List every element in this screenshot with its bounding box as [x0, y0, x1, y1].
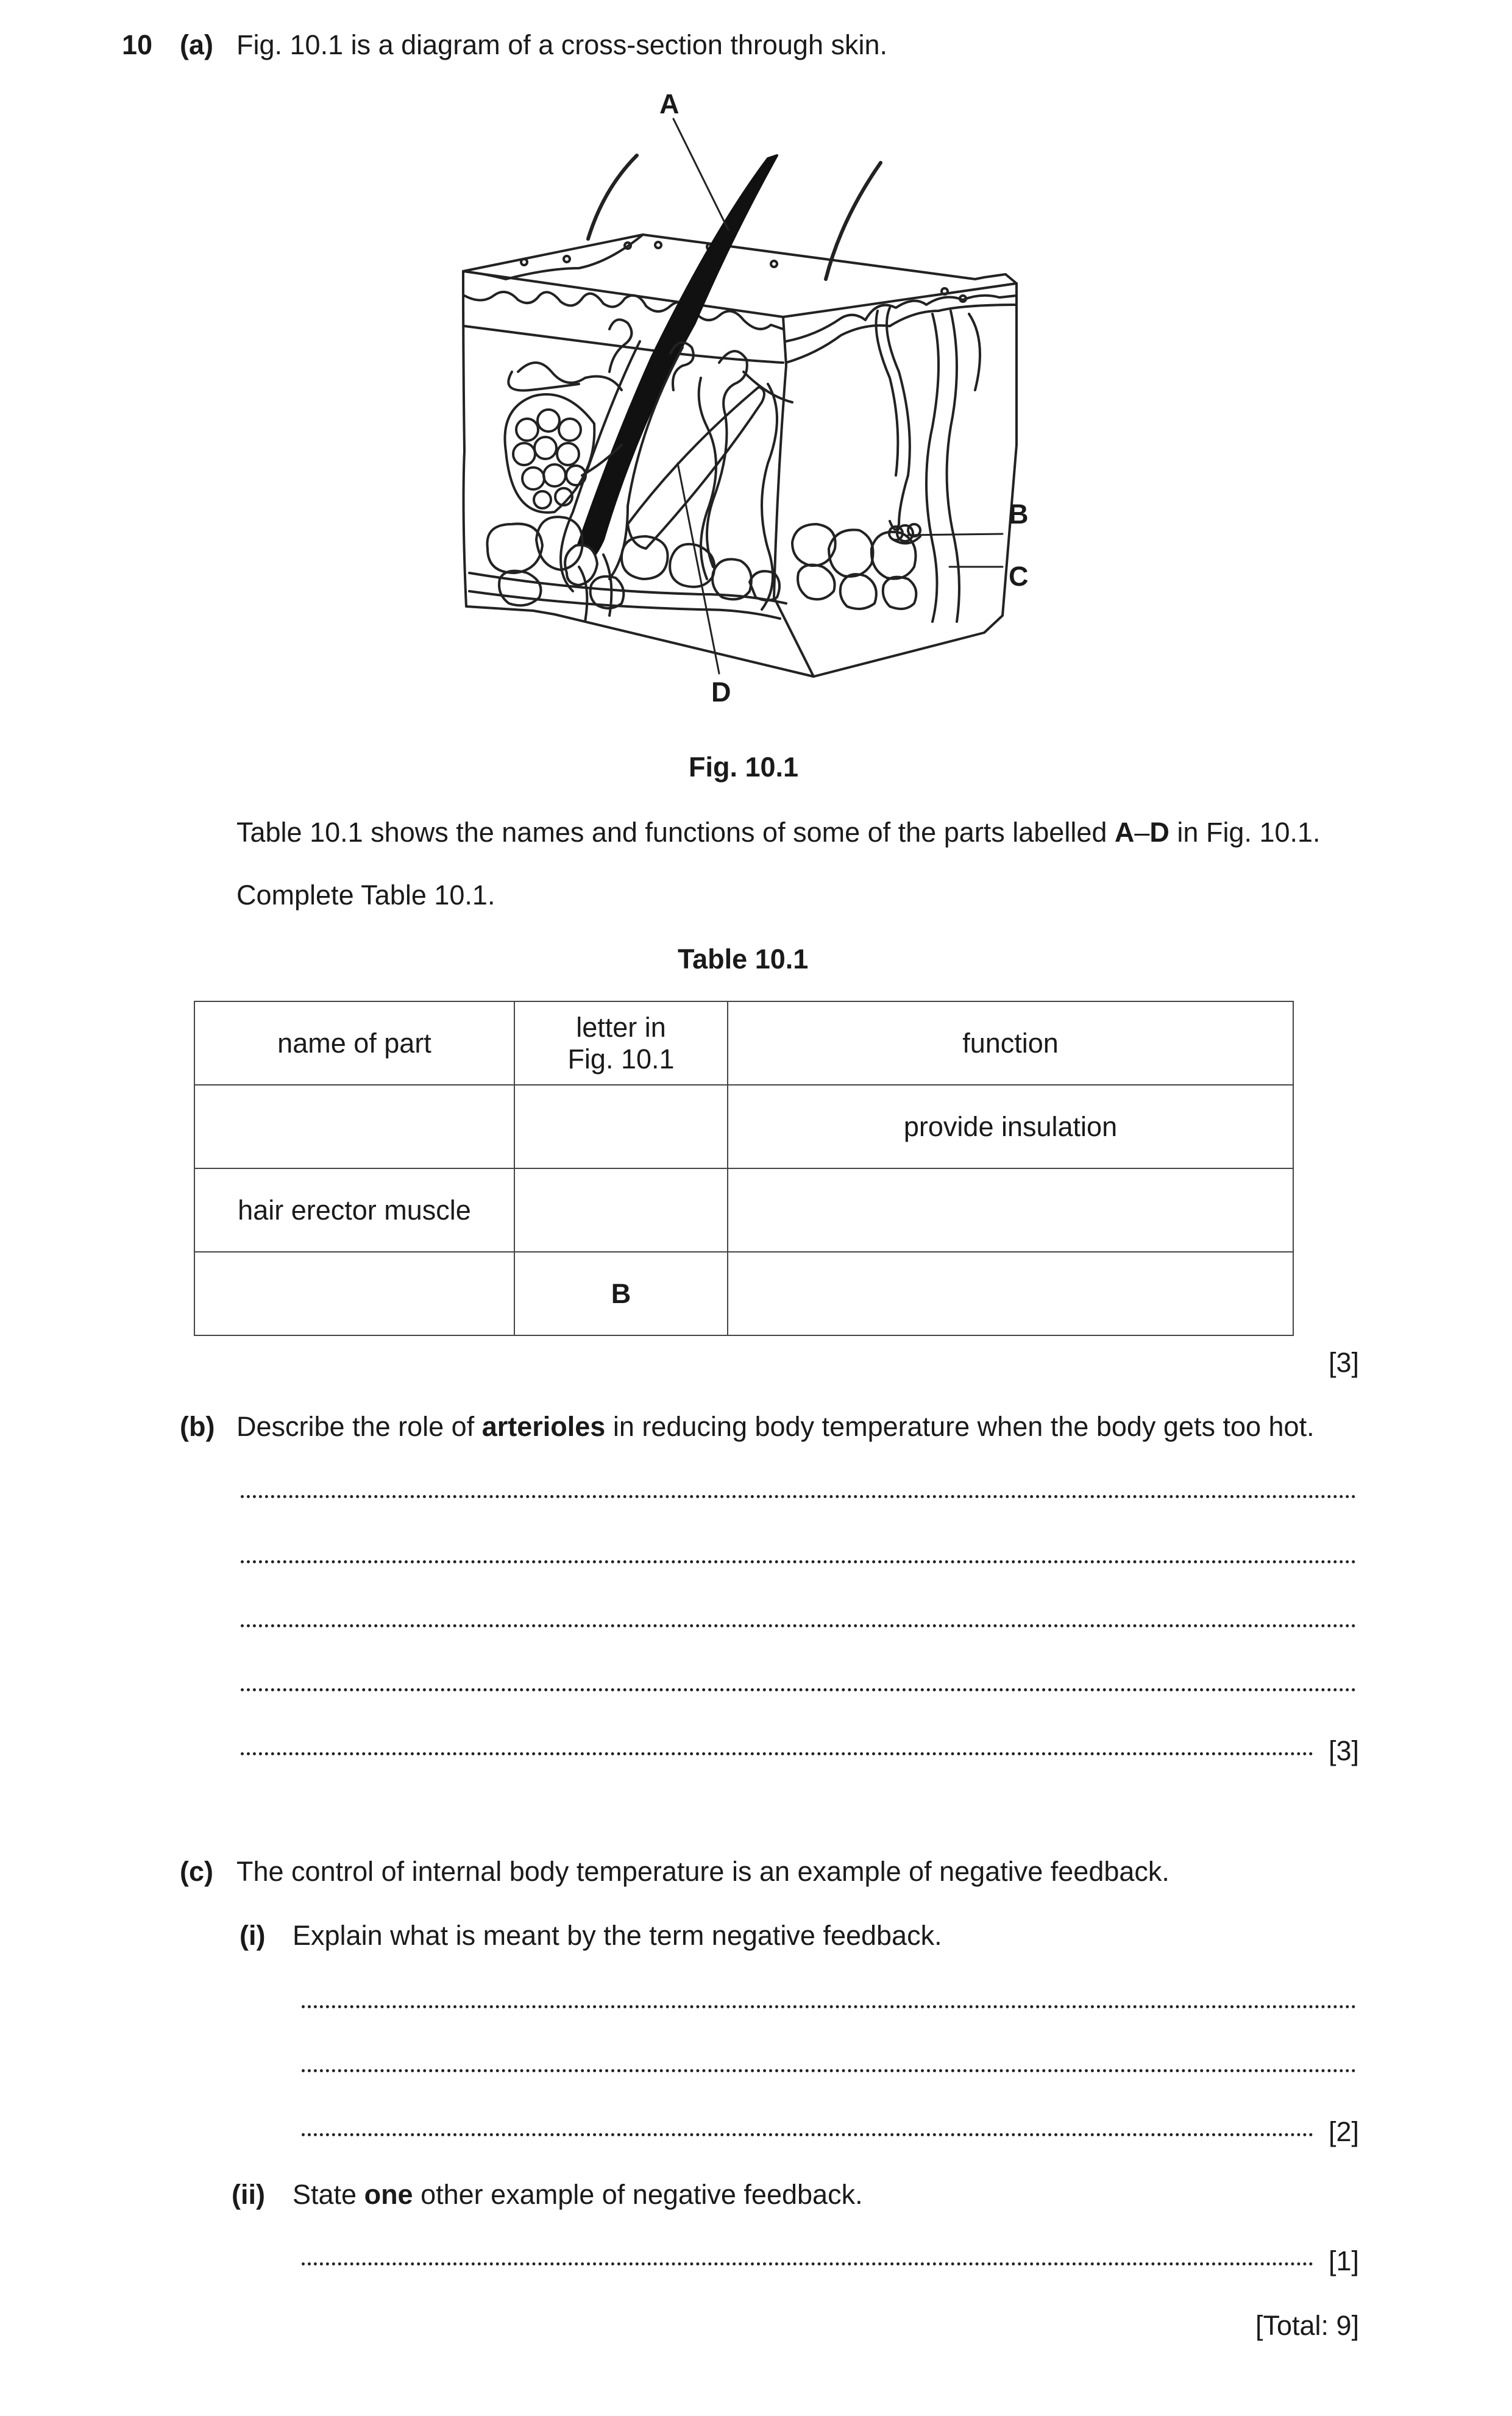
skin-cross-section-diagram	[427, 85, 1067, 719]
label-b-pointer	[908, 534, 1003, 535]
part-b-label: (b)	[180, 1411, 215, 1442]
figure-label-c: C	[1009, 561, 1029, 592]
table-cell-letter: B	[514, 1252, 728, 1335]
part-c-label: (c)	[180, 1856, 213, 1887]
part-c-i-label: (i)	[240, 1920, 266, 1951]
part-b-marks: [3]	[1329, 1735, 1360, 1766]
part-c-i-question: Explain what is meant by the term negative feedback.	[293, 1920, 942, 1951]
part-a-intro: Fig. 10.1 is a diagram of a cross-section through skin.	[236, 29, 888, 60]
figure-label-d: D	[711, 677, 731, 708]
answer-cell-function[interactable]	[728, 1168, 1293, 1252]
answer-line-b5[interactable]	[241, 1752, 1313, 1755]
answer-line-ci1[interactable]	[302, 2005, 1356, 2008]
answer-cell-name[interactable]	[194, 1252, 514, 1335]
part-a-marks: [3]	[1329, 1347, 1360, 1378]
table-row	[194, 1252, 1293, 1335]
part-c-ii-label: (ii)	[232, 2179, 265, 2210]
table-row	[194, 1085, 1293, 1168]
part-a-label: (a)	[180, 29, 213, 60]
table-title: Table 10.1	[678, 943, 809, 975]
answer-line-b2[interactable]	[241, 1560, 1356, 1563]
answer-line-b4[interactable]	[241, 1688, 1356, 1691]
figure-label-b: B	[1009, 499, 1029, 530]
table-row	[194, 1168, 1293, 1252]
answer-cell-letter[interactable]	[514, 1168, 728, 1252]
header-name-of-part: name of part	[194, 1001, 514, 1085]
table-instruction: Complete Table 10.1.	[236, 879, 495, 911]
part-c-ii-marks: [1]	[1329, 2245, 1360, 2276]
answer-cell-letter[interactable]	[514, 1085, 728, 1168]
header-function: function	[728, 1001, 1293, 1085]
total-marks: [Total: 9]	[1255, 2310, 1360, 2341]
answer-cell-name[interactable]	[194, 1085, 514, 1168]
answer-cell-function[interactable]	[728, 1252, 1293, 1335]
answer-line-ci2[interactable]	[302, 2069, 1356, 2072]
label-a-pointer	[673, 119, 728, 230]
answer-line-ci3[interactable]	[302, 2133, 1313, 2136]
figure-label-a: A	[659, 88, 680, 119]
table-cell-name: hair erector muscle	[194, 1168, 514, 1252]
part-c-i-marks: [2]	[1329, 2116, 1360, 2147]
header-letter: letter in Fig. 10.1	[514, 1001, 728, 1085]
question-number: 10	[122, 29, 153, 60]
table-intro: Table 10.1 shows the names and functions of some of the parts labelled A–D in Fig. 10.1.	[236, 817, 1321, 848]
part-c-ii-question: State one other example of negative feedback.	[293, 2179, 863, 2210]
parts-table	[194, 1001, 1294, 1336]
table-header-row	[194, 1001, 1293, 1085]
part-b-question: Describe the role of arterioles in reducing body temperature when the body gets too hot.	[236, 1411, 1315, 1442]
answer-line-b1[interactable]	[241, 1495, 1356, 1498]
answer-line-b3[interactable]	[241, 1624, 1356, 1627]
table-cell-function: provide insulation	[728, 1085, 1293, 1168]
figure-caption: Fig. 10.1	[689, 751, 799, 783]
part-c-text: The control of internal body temperature is an example of negative feedback.	[236, 1856, 1169, 1887]
answer-line-cii[interactable]	[302, 2262, 1313, 2265]
